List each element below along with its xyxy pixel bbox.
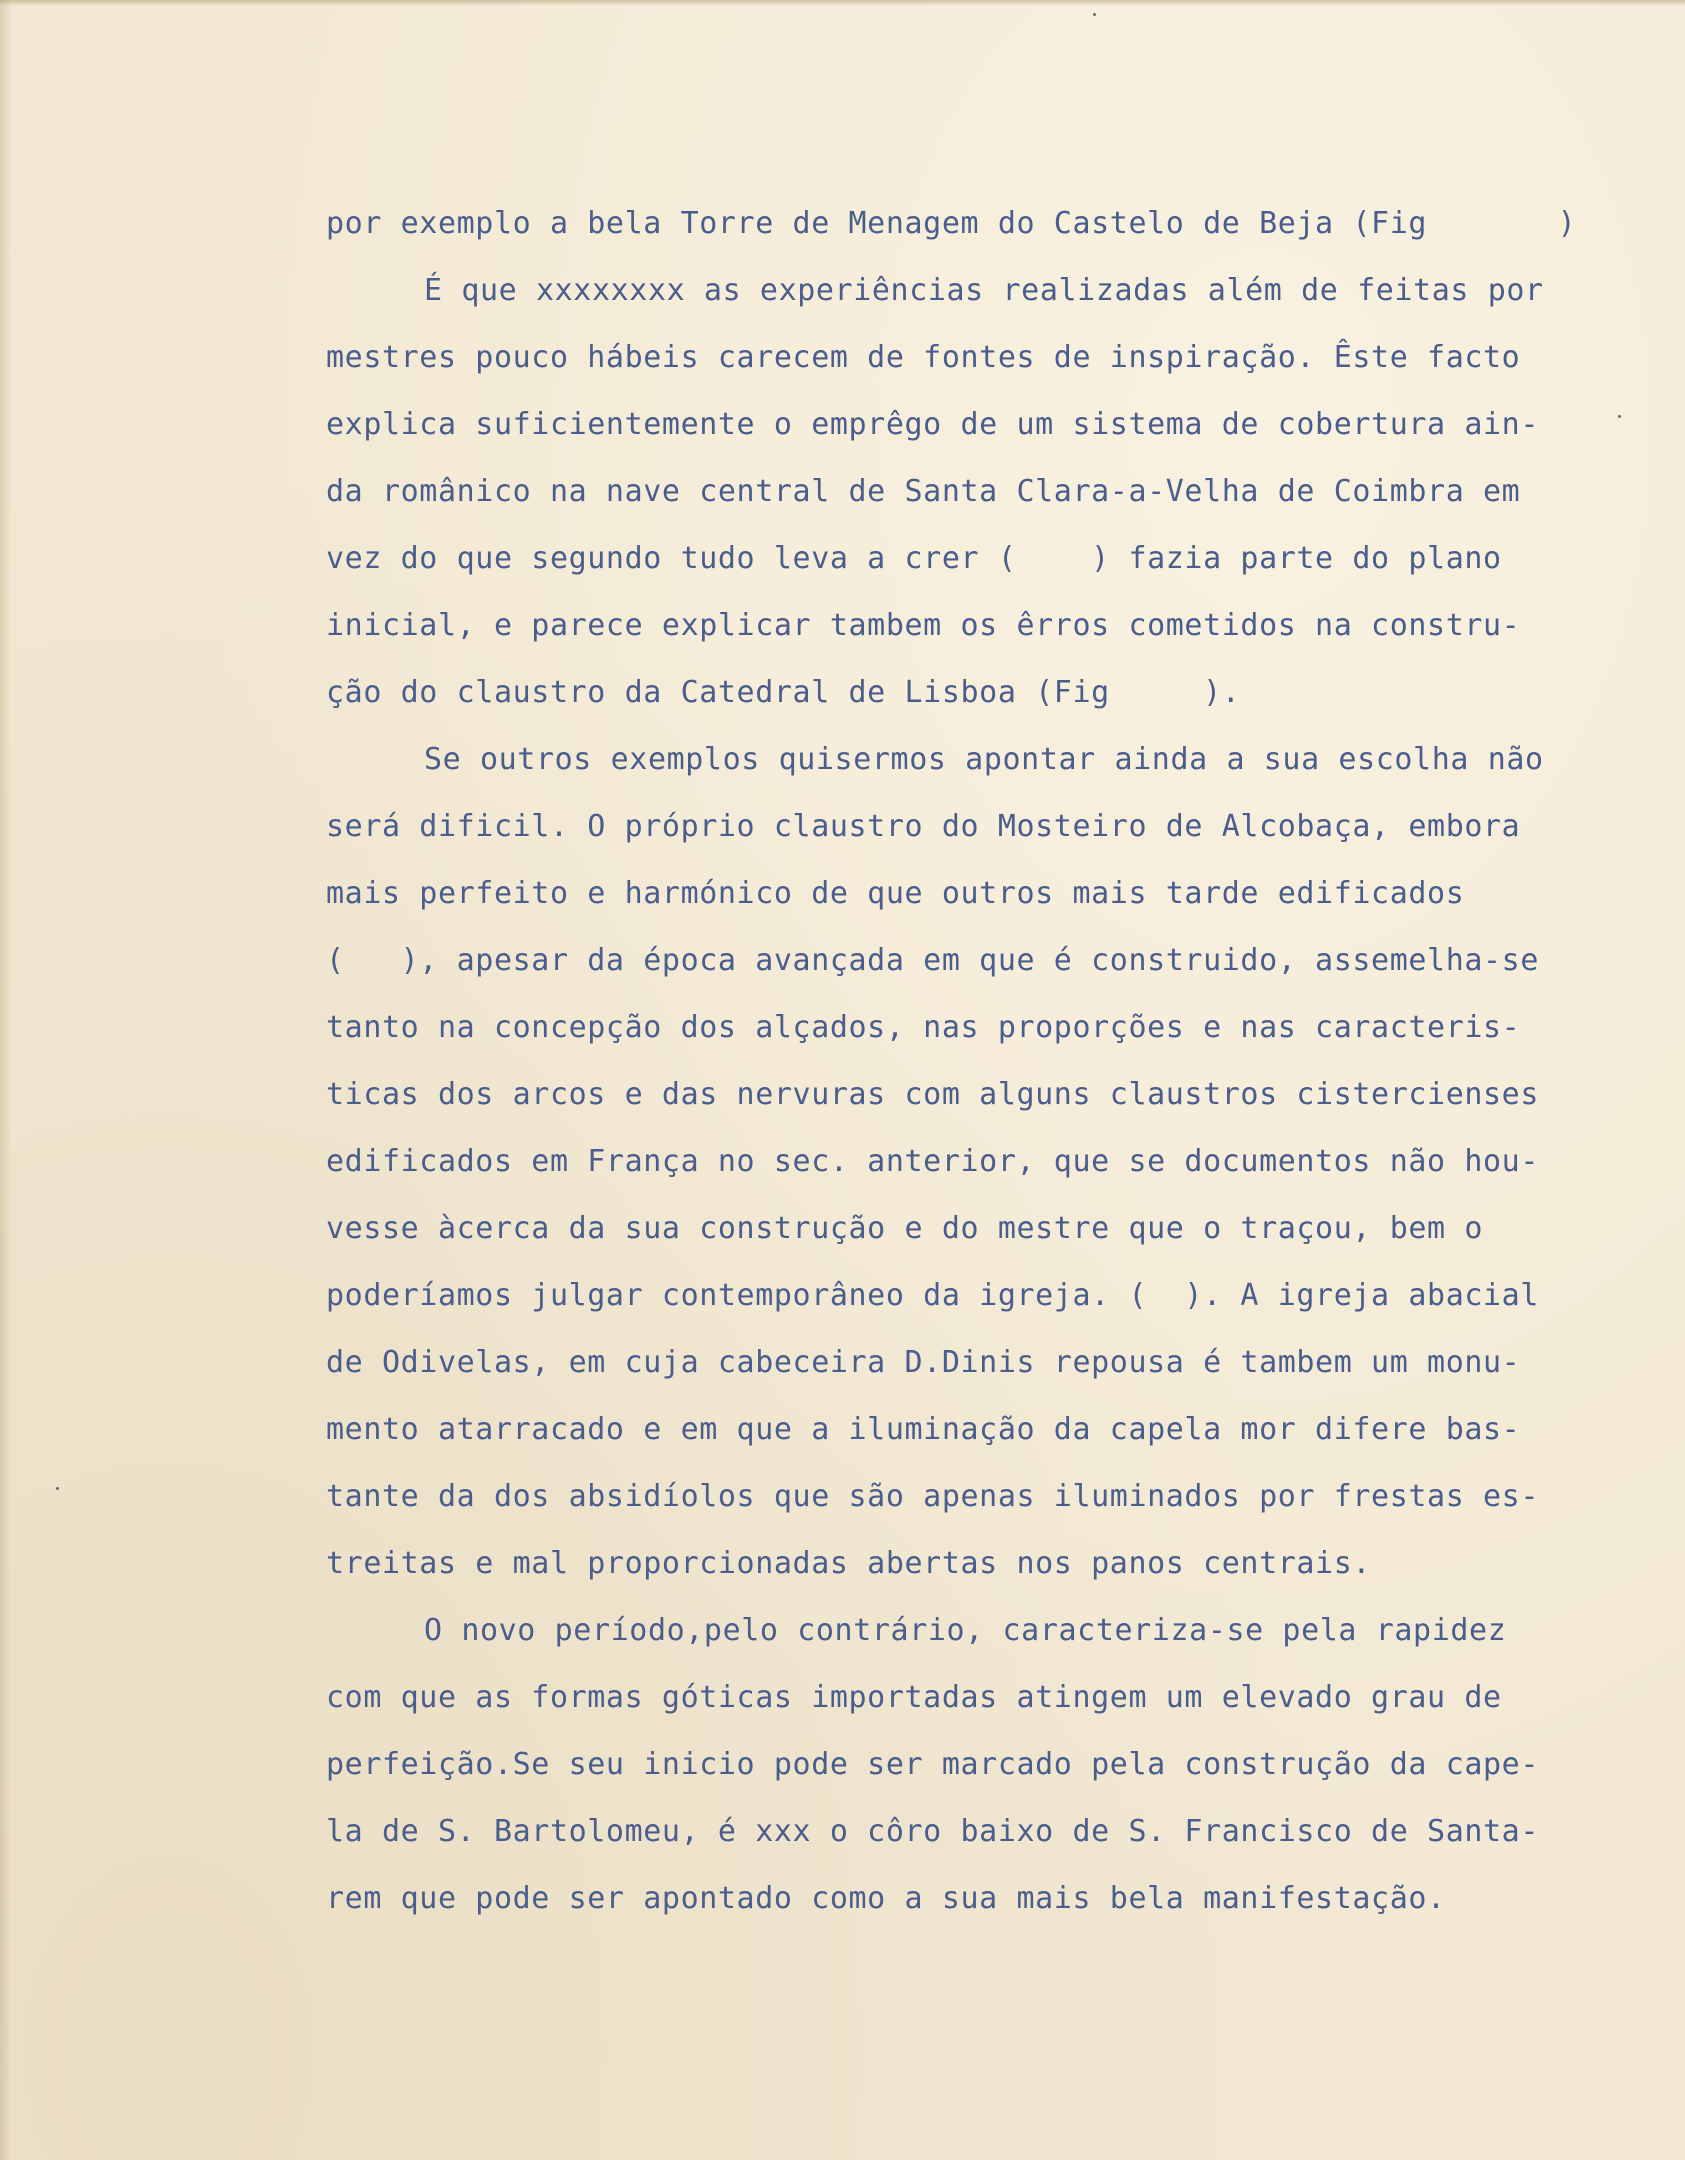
- text-line: da românico na nave central de Santa Clara-a-Velha de Coimbra em: [326, 474, 1521, 509]
- text-line: treitas e mal proporcionadas abertas nos panos centrais.: [326, 1546, 1372, 1581]
- text-line: O novo período,pelo contrário, caracteriza-se pela rapidez: [424, 1613, 1507, 1648]
- paper-top-edge: [0, 0, 1685, 6]
- text-line: por exemplo a bela Torre de Menagem do Castelo de Beja (Fig ): [326, 206, 1577, 241]
- text-line: mais perfeito e harmónico de que outros mais tarde edificados: [326, 876, 1465, 911]
- text-line: vez do que segundo tudo leva a crer ( ) fazia parte do plano: [326, 541, 1502, 576]
- text-line: Se outros exemplos quisermos apontar ainda a sua escolha não: [424, 742, 1544, 777]
- text-line: rem que pode ser apontado como a sua mais bela manifestação.: [326, 1881, 1446, 1916]
- text-line: edificados em França no sec. anterior, que se documentos não hou-: [326, 1144, 1539, 1179]
- text-line: com que as formas góticas importadas atingem um elevado grau de: [326, 1680, 1502, 1715]
- text-line: vesse àcerca da sua construção e do mestre que o traçou, bem o: [326, 1211, 1484, 1246]
- text-line: poderíamos julgar contemporâneo da igreja. ( ). A igreja abacial: [326, 1278, 1539, 1313]
- text-line: la de S. Bartolomeu, é xxx o côro baixo de S. Francisco de Santa-: [326, 1814, 1539, 1849]
- paper-speck: [56, 1487, 59, 1490]
- text-line: mento atarracado e em que a iluminação da capela mor difere bas-: [326, 1412, 1521, 1447]
- text-line: inicial, e parece explicar tambem os êrros cometidos na constru-: [326, 608, 1521, 643]
- paper-speck: [1093, 13, 1096, 16]
- text-line: tanto na concepção dos alçados, nas proporções e nas caracteris-: [326, 1010, 1521, 1045]
- text-line: de Odivelas, em cuja cabeceira D.Dinis repousa é tambem um monu-: [326, 1345, 1521, 1380]
- typed-text-body: [326, 190, 1646, 1932]
- text-line: ção do claustro da Catedral de Lisboa (Fig ).: [326, 675, 1241, 710]
- paper-left-edge: [0, 0, 12, 2160]
- text-line: É que xxxxxxxx as experiências realizadas além de feitas por: [424, 273, 1544, 308]
- text-line: ticas dos arcos e das nervuras com alguns claustros cistercienses: [326, 1077, 1539, 1112]
- text-line: tante da dos absidíolos que são apenas iluminados por frestas es-: [326, 1479, 1539, 1514]
- text-line: perfeição.Se seu inicio pode ser marcado pela construção da cape-: [326, 1747, 1539, 1782]
- text-line: explica suficientemente o emprêgo de um sistema de cobertura ain-: [326, 407, 1539, 442]
- text-line: mestres pouco hábeis carecem de fontes de inspiração. Êste facto: [326, 340, 1521, 375]
- text-line: será dificil. O próprio claustro do Mosteiro de Alcobaça, embora: [326, 809, 1521, 844]
- text-line: ( ), apesar da época avançada em que é construido, assemelha-se: [326, 943, 1539, 978]
